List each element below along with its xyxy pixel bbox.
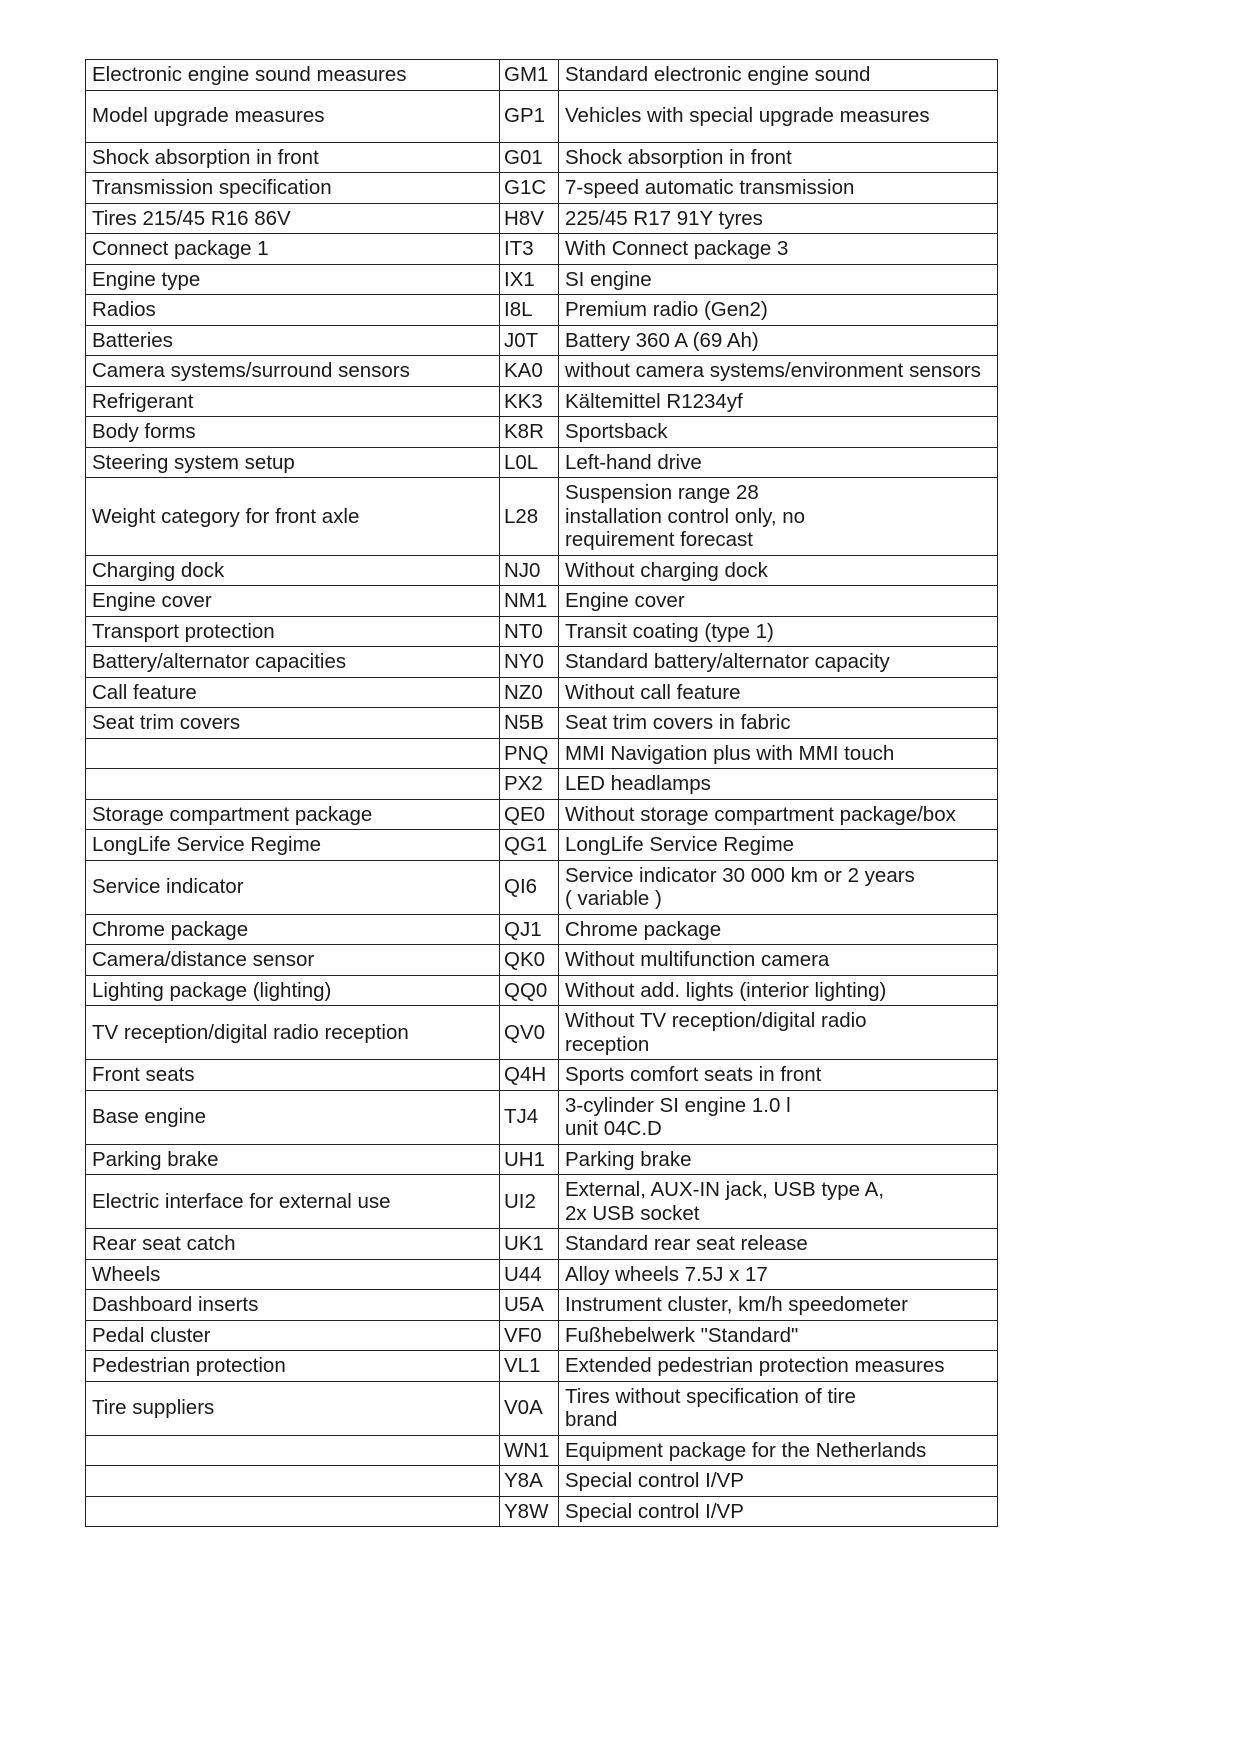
table-row xyxy=(86,647,998,678)
option-description: Charging dock xyxy=(86,555,500,586)
option-code: L0L xyxy=(500,447,559,478)
option-description: Lighting package (lighting) xyxy=(86,975,500,1006)
table-row xyxy=(86,586,998,617)
option-value: Chrome package xyxy=(559,914,998,945)
option-code: H8V xyxy=(500,203,559,234)
option-description: Model upgrade measures xyxy=(86,90,500,142)
option-description: Pedal cluster xyxy=(86,1320,500,1351)
option-code: V0A xyxy=(500,1381,559,1435)
option-description: Wheels xyxy=(86,1259,500,1290)
table-row xyxy=(86,1175,998,1229)
option-value: Extended pedestrian protection measures xyxy=(559,1351,998,1382)
table-row xyxy=(86,738,998,769)
option-code: Y8W xyxy=(500,1496,559,1527)
table-row xyxy=(86,1229,998,1260)
option-code: KA0 xyxy=(500,356,559,387)
option-description: Pedestrian protection xyxy=(86,1351,500,1382)
option-description: Body forms xyxy=(86,417,500,448)
table-row xyxy=(86,945,998,976)
option-description: Tire suppliers xyxy=(86,1381,500,1435)
option-description: Rear seat catch xyxy=(86,1229,500,1260)
option-value: Without add. lights (interior lighting) xyxy=(559,975,998,1006)
option-description xyxy=(86,1466,500,1497)
option-code: UH1 xyxy=(500,1144,559,1175)
option-code: IX1 xyxy=(500,264,559,295)
option-code: QE0 xyxy=(500,799,559,830)
option-description: Base engine xyxy=(86,1090,500,1144)
option-description: Call feature xyxy=(86,677,500,708)
option-value: Battery 360 A (69 Ah) xyxy=(559,325,998,356)
option-description: Connect package 1 xyxy=(86,234,500,265)
table-row xyxy=(86,1144,998,1175)
table-row xyxy=(86,1259,998,1290)
table-row xyxy=(86,1381,998,1435)
option-code: Y8A xyxy=(500,1466,559,1497)
option-value: Without TV reception/digital radio reception xyxy=(559,1006,998,1060)
table-row xyxy=(86,173,998,204)
table-row xyxy=(86,386,998,417)
table-row xyxy=(86,264,998,295)
table-row xyxy=(86,447,998,478)
option-code: K8R xyxy=(500,417,559,448)
table-row xyxy=(86,234,998,265)
option-description: Engine type xyxy=(86,264,500,295)
option-description: Shock absorption in front xyxy=(86,142,500,173)
option-code: U44 xyxy=(500,1259,559,1290)
table-row xyxy=(86,1351,998,1382)
table-row xyxy=(86,1496,998,1527)
option-value: Special control I/VP xyxy=(559,1466,998,1497)
option-description: Tires 215/45 R16 86V xyxy=(86,203,500,234)
option-value: Standard electronic engine sound xyxy=(559,60,998,91)
option-description: Front seats xyxy=(86,1060,500,1091)
option-value: MMI Navigation plus with MMI touch xyxy=(559,738,998,769)
table-row xyxy=(86,1006,998,1060)
option-description xyxy=(86,769,500,800)
option-code: GM1 xyxy=(500,60,559,91)
option-value: Instrument cluster, km/h speedometer xyxy=(559,1290,998,1321)
table-row xyxy=(86,1060,998,1091)
option-value: 225/45 R17 91Y tyres xyxy=(559,203,998,234)
option-code: Q4H xyxy=(500,1060,559,1091)
option-description: LongLife Service Regime xyxy=(86,830,500,861)
option-description: Chrome package xyxy=(86,914,500,945)
option-value: Equipment package for the Netherlands xyxy=(559,1435,998,1466)
option-code: I8L xyxy=(500,295,559,326)
table-row xyxy=(86,1290,998,1321)
option-description: Battery/alternator capacities xyxy=(86,647,500,678)
option-value: LongLife Service Regime xyxy=(559,830,998,861)
option-code: QI6 xyxy=(500,860,559,914)
table-row xyxy=(86,142,998,173)
table-row xyxy=(86,356,998,387)
option-description xyxy=(86,1435,500,1466)
option-code: PNQ xyxy=(500,738,559,769)
option-value: Sports comfort seats in front xyxy=(559,1060,998,1091)
option-code: TJ4 xyxy=(500,1090,559,1144)
option-description: Dashboard inserts xyxy=(86,1290,500,1321)
option-description xyxy=(86,1496,500,1527)
option-value: Shock absorption in front xyxy=(559,142,998,173)
option-value: 3-cylinder SI engine 1.0 l unit 04C.D xyxy=(559,1090,998,1144)
option-value: Standard battery/alternator capacity xyxy=(559,647,998,678)
option-description: Electronic engine sound measures xyxy=(86,60,500,91)
option-description: Camera systems/surround sensors xyxy=(86,356,500,387)
option-description: Transport protection xyxy=(86,616,500,647)
option-code: J0T xyxy=(500,325,559,356)
option-description: Transmission specification xyxy=(86,173,500,204)
option-description: TV reception/digital radio reception xyxy=(86,1006,500,1060)
table-row xyxy=(86,914,998,945)
option-value: Seat trim covers in fabric xyxy=(559,708,998,739)
table-row xyxy=(86,203,998,234)
option-value: 7-speed automatic transmission xyxy=(559,173,998,204)
table-row xyxy=(86,417,998,448)
option-value: SI engine xyxy=(559,264,998,295)
option-code: KK3 xyxy=(500,386,559,417)
table-row xyxy=(86,616,998,647)
table-row xyxy=(86,325,998,356)
option-code: QV0 xyxy=(500,1006,559,1060)
option-code: NM1 xyxy=(500,586,559,617)
table-row xyxy=(86,1090,998,1144)
option-value: Service indicator 30 000 km or 2 years ( variable ) xyxy=(559,860,998,914)
option-description: Electric interface for external use xyxy=(86,1175,500,1229)
option-code: NJ0 xyxy=(500,555,559,586)
option-code: QG1 xyxy=(500,830,559,861)
option-code: PX2 xyxy=(500,769,559,800)
table-row xyxy=(86,708,998,739)
option-description: Parking brake xyxy=(86,1144,500,1175)
option-value: External, AUX-IN jack, USB type A, 2x USB socket xyxy=(559,1175,998,1229)
option-value: without camera systems/environment sensors xyxy=(559,356,998,387)
option-value: Standard rear seat release xyxy=(559,1229,998,1260)
table-row xyxy=(86,830,998,861)
option-code: VL1 xyxy=(500,1351,559,1382)
option-value: Without call feature xyxy=(559,677,998,708)
option-code: NZ0 xyxy=(500,677,559,708)
option-code: VF0 xyxy=(500,1320,559,1351)
option-value: Suspension range 28 installation control only, no requirement forecast xyxy=(559,478,998,556)
option-value: Vehicles with special upgrade measures xyxy=(559,90,998,142)
option-code: U5A xyxy=(500,1290,559,1321)
document-page xyxy=(85,59,997,1527)
option-value: Transit coating (type 1) xyxy=(559,616,998,647)
option-code: G01 xyxy=(500,142,559,173)
equipment-options-table xyxy=(85,59,998,1527)
table-row xyxy=(86,478,998,556)
table-row xyxy=(86,295,998,326)
option-code: QQ0 xyxy=(500,975,559,1006)
option-description: Camera/distance sensor xyxy=(86,945,500,976)
option-description: Storage compartment package xyxy=(86,799,500,830)
table-row xyxy=(86,1320,998,1351)
option-value: Without storage compartment package/box xyxy=(559,799,998,830)
table-row xyxy=(86,60,998,91)
option-value: Sportsback xyxy=(559,417,998,448)
option-value: Kältemittel R1234yf xyxy=(559,386,998,417)
option-description: Weight category for front axle xyxy=(86,478,500,556)
option-value: Fußhebelwerk "Standard" xyxy=(559,1320,998,1351)
option-description: Refrigerant xyxy=(86,386,500,417)
option-description: Engine cover xyxy=(86,586,500,617)
option-description xyxy=(86,738,500,769)
table-row xyxy=(86,555,998,586)
table-row xyxy=(86,90,998,142)
option-value: Tires without specification of tire brand xyxy=(559,1381,998,1435)
option-description: Service indicator xyxy=(86,860,500,914)
table-row xyxy=(86,769,998,800)
option-value: Without charging dock xyxy=(559,555,998,586)
option-code: QK0 xyxy=(500,945,559,976)
option-code: IT3 xyxy=(500,234,559,265)
table-row xyxy=(86,860,998,914)
option-code: NT0 xyxy=(500,616,559,647)
table-row xyxy=(86,677,998,708)
table-row xyxy=(86,1466,998,1497)
option-code: N5B xyxy=(500,708,559,739)
option-value: Without multifunction camera xyxy=(559,945,998,976)
option-code: UK1 xyxy=(500,1229,559,1260)
option-value: Alloy wheels 7.5J x 17 xyxy=(559,1259,998,1290)
option-code: QJ1 xyxy=(500,914,559,945)
option-code: NY0 xyxy=(500,647,559,678)
option-code: G1C xyxy=(500,173,559,204)
option-code: WN1 xyxy=(500,1435,559,1466)
option-code: L28 xyxy=(500,478,559,556)
option-value: Parking brake xyxy=(559,1144,998,1175)
option-description: Steering system setup xyxy=(86,447,500,478)
option-code: UI2 xyxy=(500,1175,559,1229)
option-description: Radios xyxy=(86,295,500,326)
option-value: Premium radio (Gen2) xyxy=(559,295,998,326)
table-row xyxy=(86,1435,998,1466)
option-code: GP1 xyxy=(500,90,559,142)
option-value: Engine cover xyxy=(559,586,998,617)
option-value: LED headlamps xyxy=(559,769,998,800)
table-row xyxy=(86,975,998,1006)
table-row xyxy=(86,799,998,830)
option-value: Left-hand drive xyxy=(559,447,998,478)
option-description: Batteries xyxy=(86,325,500,356)
option-value: With Connect package 3 xyxy=(559,234,998,265)
option-description: Seat trim covers xyxy=(86,708,500,739)
option-value: Special control I/VP xyxy=(559,1496,998,1527)
